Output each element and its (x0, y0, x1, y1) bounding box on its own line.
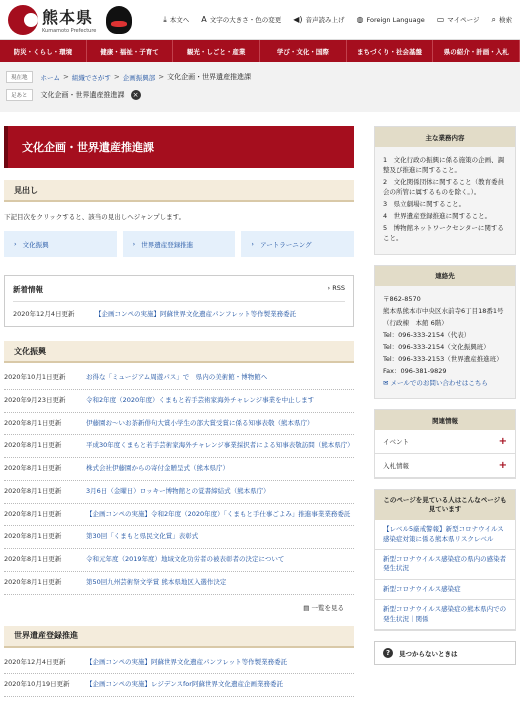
list-link[interactable]: 第50回九州芸術祭文学賞 熊本県地区入選作決定 (86, 577, 227, 586)
breadcrumb-dept[interactable]: 企画振興部 (122, 73, 156, 82)
more-link[interactable]: ▤ 一覧を見る (303, 603, 344, 612)
list-link[interactable]: 【企画コンペの実施】レジデンスfor阿蘇世界文化遺産企画業務委託 (86, 680, 283, 689)
duties-title: 主な業務内容 (375, 127, 515, 147)
list-item: 2020年8月1日更新 【企画コンペの実施】令和2年度（2020年度）「くまもと手仕事ごよみ」推進事業業務委託 (4, 504, 354, 527)
util-mypage-link[interactable]: ▭ マイページ (436, 15, 480, 24)
main-content (4, 126, 354, 697)
popular-link[interactable]: 新型コロナウイルス感染症 (383, 584, 461, 593)
breadcrumb-org[interactable]: 組織でさがす (71, 73, 111, 82)
not-found-box[interactable] (374, 641, 516, 665)
list-item: 2020年8月1日更新 伊藤園お～いお茶新俳句大賞小学生の部大賞受賞に係る知事表敬（熊本県庁） (4, 413, 354, 436)
list-item: 2020年10月19日更新 【企画コンペの実施】レジデンスfor阿蘇世界文化遺産企画業務委託 (4, 674, 354, 697)
list-item: 2020年8月1日更新 3月6日（金曜日）ロッキー博物館との覚書締結式（熊本県庁） (4, 481, 354, 504)
chevron-right-icon: › (132, 240, 136, 248)
related-item-bid[interactable]: 入札情報 + (375, 454, 515, 478)
related-box (374, 409, 516, 479)
gnav-item[interactable]: 県の紹介・計画・入札 (433, 40, 520, 62)
list-item: 2020年12月4日更新 【企画コンペの実施】阿蘇世界文化遺産パンフレット等作製業務委託 (4, 652, 354, 675)
site-header (0, 0, 520, 40)
section-heading-sekai: 世界遺産登録推進 (4, 626, 354, 648)
list-link[interactable]: 【企画コンペの実施】令和2年度（2020年度）「くまもと手仕事ごよみ」推進事業業務委託 (86, 509, 351, 518)
plus-icon: + (498, 460, 507, 471)
list-link[interactable]: 3月6日（金曜日）ロッキー博物館との覚書締結式（熊本県庁） (86, 486, 270, 495)
logo-subtitle: Kumamoto Prefecture (42, 28, 97, 34)
mail-icon: ✉ (383, 378, 391, 387)
breadcrumb-label: 現在地 (6, 71, 33, 83)
site-logo[interactable] (8, 5, 132, 35)
gnav-item[interactable]: 健康・福祉・子育て (87, 40, 174, 62)
utility-nav (163, 15, 512, 25)
list-link[interactable]: お得な「ミュージアム周遊パス」で 県内の美術館・博物館へ (86, 373, 268, 381)
list-item: 2020年8月1日更新 株式会社伊藤園からの寄付金贈呈式（熊本県庁） (4, 458, 354, 481)
list-link[interactable]: 平成30年度くまもと若手芸術家海外チャレンジ事業採択者による知事表敬訪問（熊本県庁） (86, 441, 354, 450)
contact-line: （行政棟 本館 6階） (383, 318, 448, 327)
popular-link[interactable]: 【レベル5厳戒警報】新型コロナウイルス感染症対策に係る熊本県リスクレベル (383, 525, 504, 543)
duty-item: 5 博物館ネットワークセンターに関すること。 (383, 224, 504, 243)
duties-box (374, 126, 516, 255)
mail-link[interactable]: ✉ メールでのお問い合わせはこちら (383, 378, 488, 387)
jump-link-art[interactable]: › アートラーニング (241, 231, 354, 257)
duty-item: 4 世界遺産登録推進に関すること。 (383, 212, 492, 221)
kumamon-mascot-icon (106, 6, 132, 34)
logo-title: 熊本県 (42, 8, 94, 27)
news-box (4, 275, 354, 327)
related-title: 関連情報 (375, 410, 515, 430)
popular-link[interactable]: 新型コロナウイルス感染症の熊本県内での発生状況｜関係 (383, 605, 507, 623)
chevron-right-icon: › (14, 240, 17, 248)
logo-mark-icon (8, 5, 38, 35)
list-link[interactable]: 【企画コンペの実施】阿蘇世界文化遺産パンフレット等作製業務委託 (86, 657, 288, 666)
gnav-item[interactable]: 防災・くらし・環境 (0, 40, 87, 62)
sekai-list (4, 652, 354, 698)
duty-item: 1 文化行政の振興に係る施策の企画、調整及び推進に関すること。 (383, 156, 505, 175)
duty-item: 3 県立劇場に関すること。 (383, 200, 466, 209)
close-icon[interactable]: × (131, 90, 141, 100)
contact-line: Tel：096-333-2153（世界遺産推進班） (383, 354, 503, 363)
list-link[interactable]: 伊藤園お～いお茶新俳句大賞小学生の部大賞受賞に係る知事表敬（熊本県庁） (86, 418, 314, 427)
contact-line: Tel：096-333-2154（代表） (383, 330, 471, 339)
list-item: 2020年8月1日更新 平成30年度くまもと若手芸術家海外チャレンジ事業採択者による知事表敬訪問（熊本県庁） (4, 435, 354, 458)
jump-link-sekai[interactable]: › 世界遺産登録推進 (123, 231, 236, 257)
gnav-item[interactable]: まちづくり・社会基盤 (347, 40, 434, 62)
gnav-item[interactable]: 観光・しごと・産業 (173, 40, 260, 62)
section-heading-bunka: 文化振興 (4, 341, 354, 363)
popular-title: このページを見ている人はこんなページも見ています (375, 490, 515, 520)
section-heading-midashi: 見出し (4, 180, 354, 202)
jump-links (4, 231, 354, 257)
history-label: 足あと (6, 89, 33, 101)
list-link[interactable]: 令和元年度（2019年度）地域文化功労者の被表彰者の決定について (86, 555, 285, 563)
util-search-link[interactable]: ⌕ 検索 (491, 14, 512, 24)
list-icon: ▤ (303, 603, 312, 612)
history-item[interactable]: 文化企画・世界遺産推進課 (40, 91, 125, 99)
list-item: 2020年8月1日更新 令和元年度（2019年度）地域文化功労者の被表彰者の決定について (4, 549, 354, 572)
list-item: 2020年8月1日更新 第30回「くまもと県民文化賞」表彰式 (4, 526, 354, 549)
plus-icon: + (498, 436, 507, 447)
list-link[interactable]: 株式会社伊藤園からの寄付金贈呈式（熊本県庁） (86, 464, 229, 472)
popular-box (374, 489, 516, 631)
util-main-content-link[interactable]: ⤓ 本文へ (163, 14, 190, 24)
breadcrumb-home[interactable]: ホーム (40, 73, 61, 82)
news-link[interactable]: 【企画コンペの実施】阿蘇世界文化遺産パンフレット等作製業務委託 (95, 310, 297, 318)
list-link[interactable]: 令和2年度（2020年度）くまもと若手芸術家海外チャレンジ事業を中止します (86, 395, 315, 404)
page-title: 文化企画・世界遺産推進課 (4, 126, 354, 168)
lead-text: 下記目次をクリックすると、該当の見出しへジャンプします。 (4, 213, 186, 221)
text-size-icon: A (201, 15, 207, 24)
sidebar (374, 126, 516, 665)
list-item: 2020年10月1日更新 お得な「ミュージアム周遊パス」で 県内の美術館・博物館へ (4, 367, 354, 390)
contact-title: 連絡先 (375, 266, 515, 286)
related-item-event[interactable]: イベント + (375, 430, 515, 454)
list-item: 2020年8月1日更新 第50回九州芸術祭文学賞 熊本県地区入選作決定 (4, 572, 354, 595)
contact-line: 〒862-8570 (383, 294, 421, 303)
globe-icon: ◍ (356, 15, 364, 24)
util-text-size-link[interactable]: A 文字の大きさ・色の変更 (201, 15, 282, 24)
gnav-item[interactable]: 学び・文化・国際 (260, 40, 347, 62)
util-language-link[interactable]: ◍ Foreign Language (356, 15, 425, 24)
list-item: 2020年9月23日更新 令和2年度（2020年度）くまもと若手芸術家海外チャレンジ事業を中止します (4, 390, 354, 413)
news-title: 新着情報 (13, 285, 43, 294)
folder-icon: ▭ (436, 15, 445, 24)
contact-line: Fax：096-381-9829 (383, 366, 447, 375)
question-icon: ? (383, 648, 393, 658)
contact-line: 熊本県熊本市中央区水前寺6丁目18番1号 (383, 306, 504, 315)
util-speech-link[interactable]: ◀) 音声読み上げ (293, 15, 345, 24)
search-icon: ⌕ (491, 14, 496, 24)
list-link[interactable]: 第30回「くまもと県民文化賞」表彰式 (86, 532, 199, 541)
contact-box (374, 265, 516, 400)
download-icon: ⤓ (163, 14, 167, 24)
duty-item: 2 文化関係団体に関すること（教育委員会の所管に属するものを除く。）。 (383, 178, 505, 197)
bunka-list (4, 367, 354, 595)
not-found-label: 見つからないときは (399, 649, 458, 658)
chevron-right-icon: › (251, 240, 254, 248)
contact-line: Tel：096-333-2154（文化振興班） (383, 342, 490, 351)
breadcrumb-current: 文化企画・世界遺産推進課 (167, 73, 252, 81)
breadcrumb: 現在地 ホーム > 組織でさがす > 企画振興部 > 文化企画・世界遺産推進課 足あと 文化企画・世界遺産推進課 × (0, 62, 520, 112)
news-item: 2020年12月4日更新 【企画コンペの実施】阿蘇世界文化遺産パンフレット等作製業務委託 (13, 310, 297, 318)
speaker-icon: ◀) (293, 15, 303, 24)
popular-link[interactable]: 新型コロナウイルス感染症の県内の感染者発生状況 (383, 555, 507, 573)
global-nav (0, 40, 520, 62)
rss-link[interactable]: › RSS (327, 284, 345, 292)
jump-link-bunka[interactable]: › 文化振興 (4, 231, 117, 257)
